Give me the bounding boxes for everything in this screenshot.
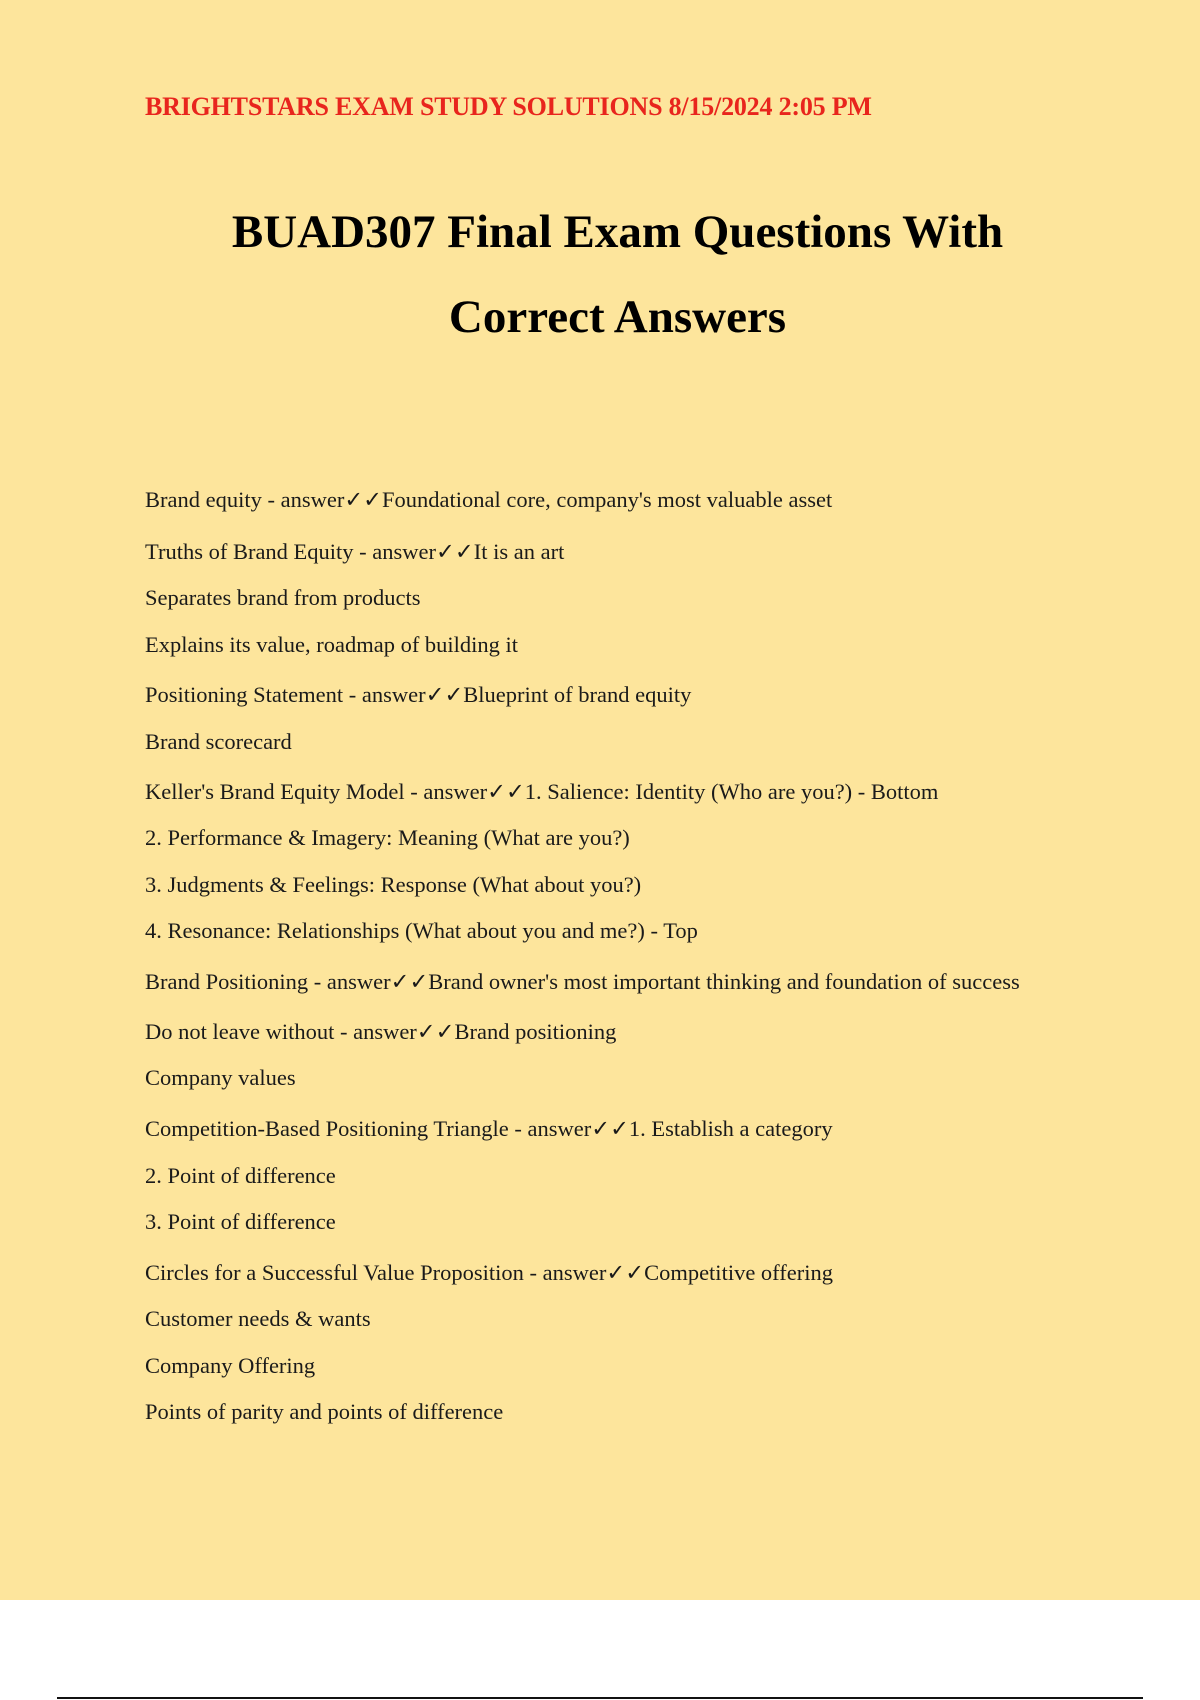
answer-line: Circles for a Successful Value Proposition - answer✓✓Competitive offering [145, 1260, 833, 1285]
answer-line: Truths of Brand Equity - answer✓✓It is an art [145, 539, 565, 564]
answer-line: Positioning Statement - answer✓✓Blueprint of brand equity [145, 682, 692, 707]
answer-line: Do not leave without - answer✓✓Brand positioning [145, 1019, 617, 1044]
answer-line: Customer needs & wants [145, 1306, 371, 1331]
answer-line: Separates brand from products [145, 585, 421, 610]
answer-line: 3. Judgments & Feelings: Response (What about you?) [145, 872, 642, 897]
answer-line: Points of parity and points of difference [145, 1399, 504, 1424]
page-title [0, 190, 1200, 360]
answer-line: Brand Positioning - answer✓✓Brand owner's most important thinking and foundation of success [145, 969, 1020, 994]
answer-line: Company Offering [145, 1353, 316, 1378]
answer-line: Brand scorecard [145, 729, 292, 754]
answer-line: Explains its value, roadmap of building it [145, 632, 519, 657]
answer-line: 2. Performance & Imagery: Meaning (What are you?) [145, 825, 630, 850]
source-header: BRIGHTSTARS EXAM STUDY SOLUTIONS 8/15/2024 2:05 PM [145, 92, 872, 121]
answer-line: Keller's Brand Equity Model - answer✓✓1. Salience: Identity (Who are you?) - Bottom [145, 779, 939, 804]
title-line-1: BUAD307 Final Exam Questions With [231, 206, 1004, 258]
answer-line: Company values [145, 1065, 296, 1090]
answer-line: Brand equity - answer✓✓Foundational core, company's most valuable asset [145, 487, 833, 512]
answer-line: 4. Resonance: Relationships (What about you and me?) - Top [145, 918, 698, 943]
footer-divider [57, 1697, 1143, 1699]
answer-line: Competition-Based Positioning Triangle - answer✓✓1. Establish a category [145, 1116, 833, 1141]
title-line-2: Correct Answers [448, 291, 787, 343]
answer-line: 3. Point of difference [145, 1209, 336, 1234]
answer-line: 2. Point of difference [145, 1163, 336, 1188]
